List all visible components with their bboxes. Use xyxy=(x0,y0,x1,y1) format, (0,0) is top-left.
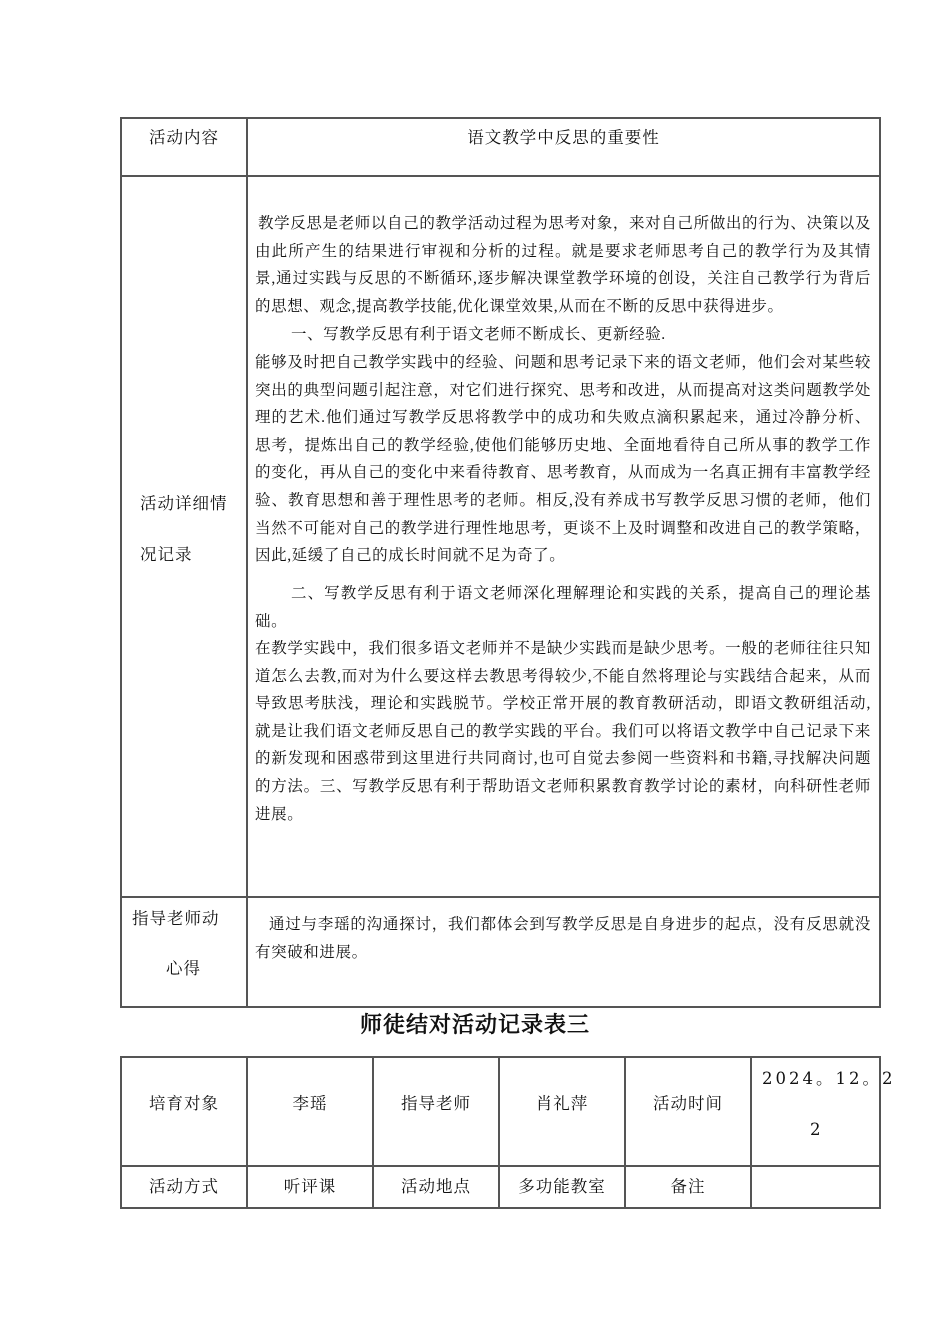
table-border xyxy=(120,117,122,1007)
table-border xyxy=(120,896,881,898)
detail-label-line1: 活动详细情 xyxy=(140,494,228,513)
remark-label: 备注 xyxy=(670,1177,706,1196)
trainee-label: 培育对象 xyxy=(149,1094,219,1113)
detail-paragraph: 一、写教学反思有利于语文老师不断成长、更新经验. xyxy=(291,326,666,343)
table-border xyxy=(120,1056,881,1058)
table-border xyxy=(246,117,248,1007)
table-border xyxy=(750,1056,752,1208)
time-label: 活动时间 xyxy=(653,1094,723,1113)
table-border xyxy=(120,1207,881,1209)
form-title: 师徒结对活动记录表三 xyxy=(359,1013,590,1038)
table-border xyxy=(120,175,881,177)
detail-paragraph: 二、写教学反思有利于语文老师深化理解理论和实践的关系，提高自己的理论基础。 xyxy=(255,585,871,630)
table-border xyxy=(120,117,881,119)
detail-label-line2: 况记录 xyxy=(140,545,193,564)
mentor-label-line2: 心得 xyxy=(166,959,201,978)
time-value-line2: 2 xyxy=(810,1120,822,1139)
detail-paragraph: 教学反思是老师以自己的教学活动过程为思考对象，来对自己所做出的行为、决策以及由此所产生的结果进行审视和分析的过程。就是要求老师思考自己的教学行为及其情景,通过实践与反思的不断循环,逐步解决课堂教学环境的创设，关注自己教学行为背后的思想、观念,提高教学技能,优化课堂效果,从而在不断的反思中获得进步。 xyxy=(255,215,871,315)
content-label: 活动内容 xyxy=(149,128,219,147)
trainee-value: 李瑶 xyxy=(292,1094,328,1113)
mode-value: 听评课 xyxy=(283,1177,337,1196)
detail-paragraph: 在教学实践中，我们很多语文老师并不是缺少实践而是缺少思考。一般的老师往往只知道怎么去教,而对为什么要这样去教思考得较少,不能自然将理论与实践结合起来，从而导致思考肤浅，理论和实践脱节。学校正常开展的教育教研活动，即语文教研组活动,就是让我们语文老师反思自己的教学实践的平台。我们可以将语文教学中自己记录下来的新发现和困惑带到这里进行共同商讨,也可自觉去参阅一些资料和书籍,寻找解决问题的方法。三、写教学反思有利于帮助语文老师积累教育教学讨论的素材，向科研性老师进展。 xyxy=(255,640,871,823)
place-label: 活动地点 xyxy=(401,1177,471,1196)
mentor-value: 肖礼萍 xyxy=(535,1094,589,1113)
mode-label: 活动方式 xyxy=(149,1177,219,1196)
time-value-line1: 2024。12。2 xyxy=(762,1069,896,1088)
table-border xyxy=(120,1165,881,1167)
mentor-label-line1: 指导老师动 xyxy=(132,909,220,928)
place-value: 多功能教室 xyxy=(518,1177,606,1196)
table-border xyxy=(879,117,881,1007)
mentor-text: 通过与李瑶的沟通探讨，我们都体会到写教学反思是自身进步的起点，没有反思就没有突破和进展。 xyxy=(255,916,871,961)
detail-paragraph: 能够及时把自己教学实践中的经验、问题和思考记录下来的语文老师，他们会对某些较突出的典型问题引起注意，对它们进行探究、思考和改进，从而提高对这类问题教学处理的艺术.他们通过写教学反思将教学中的成功和失败点滴积累起来，通过冷静分析、思考，提炼出自己的教学经验,使他们能够历史地、全面地看待自己所从事的教学工作的变化，再从自己的变化中来看待教育、思考教育，从而成为一名真正拥有丰富教学经验、教育思想和善于理性思考的老师。相反,没有养成书写教学反思习惯的老师，他们当然不可能对自己的教学进行理性地思考，更谈不上及时调整和改进自己的教学策略，因此,延缓了自己的成长时间就不足为奇了。 xyxy=(255,354,871,565)
content-value: 语文教学中反思的重要性 xyxy=(467,128,660,147)
mentor-label: 指导老师 xyxy=(401,1094,471,1113)
